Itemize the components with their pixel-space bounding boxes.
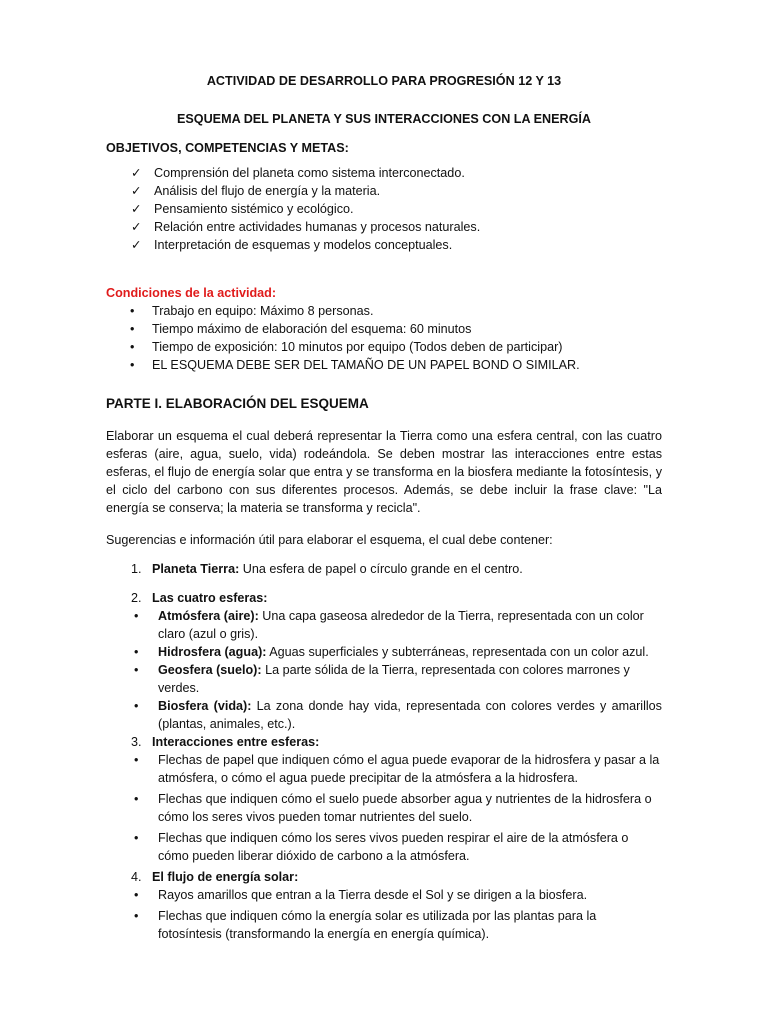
list-item: • Biosfera (vida): La zona donde hay vida, representada con colores verdes y amarillos (plantas, animales, etc.). [134,699,662,731]
spheres-list [106,607,662,733]
part1-paragraph: Elaborar un esquema el cual deberá representar la Tierra como una esfera central, con las cuatro esferas (aire, agua, suelo, vida) rodeándola. Se deben mostrar las interacciones entre estas esferas, el flujo de energía solar que entra y se transforma en la biosfera mediante la fotosíntesis, y el ciclo del carbono con sus diferentes procesos. Además, se debe incluir la frase clave: "La energía se conserva; la materia se transforma y recicla". [106,429,662,515]
list-item: • Tiempo máximo de elaboración del esquema: 60 minutos [130,322,472,336]
bullet-icon: • [134,831,139,845]
list-item: • Flechas que indiquen cómo los seres vivos pueden respirar el aire de la atmósfera o cómo pueden liberar dióxido de carbono a la atmósfera. [134,831,629,863]
checkmark-icon: ✓ [131,184,142,198]
document-subtitle: ESQUEMA DEL PLANETA Y SUS INTERACCIONES CON LA ENERGÍA [176,112,591,126]
interactions-list [106,751,662,865]
conditions-list [106,302,662,374]
list-item: • Geosfera (suelo): La parte sólida de la Tierra, representada con colores marrones y verdes. [134,663,630,695]
list-item: • Tiempo de exposición: 10 minutos por equipo (Todos deben de participar) [130,340,563,354]
bullet-icon: • [134,609,139,623]
list-item: ✓ Relación entre actividades humanas y procesos naturales. [131,220,481,234]
objectives-list [106,164,662,254]
list-item: • Trabajo en equipo: Máximo 8 personas. [130,304,374,318]
numbered-item-spheres: 2. Las cuatro esferas: [131,591,268,605]
list-item: • Flechas que indiquen cómo el suelo puede absorber agua y nutrientes de la hidrosfera o cómo los seres vivos pueden tomar nutrientes del suelo. [134,792,652,824]
list-item: • EL ESQUEMA DEBE SER DEL TAMAÑO DE UN PAPEL BOND O SIMILAR. [130,358,580,372]
list-item: • Hidrosfera (agua): Aguas superficiales y subterráneas, representada con un color azul. [134,645,649,659]
checkmark-icon: ✓ [131,220,142,234]
list-item: • Atmósfera (aire): Una capa gaseosa alrededor de la Tierra, representada con un color claro (azul o gris). [134,609,644,641]
list-item: • Rayos amarillos que entran a la Tierra desde el Sol y se dirigen a la biosfera. [134,888,588,902]
checkmark-icon: ✓ [131,166,142,180]
objectives-heading: OBJETIVOS, COMPETENCIAS Y METAS: [106,141,349,155]
bullet-icon: • [130,322,135,336]
bullet-icon: • [134,792,139,806]
bullet-icon: • [134,888,139,902]
list-item: ✓ Comprensión del planeta como sistema interconectado. [131,166,465,180]
bullet-icon: • [130,304,135,318]
bullet-icon: • [130,340,135,354]
document-title: ACTIVIDAD DE DESARROLLO PARA PROGRESIÓN 12 Y 13 [206,74,562,88]
checkmark-icon: ✓ [131,202,142,216]
bullet-icon: • [130,358,135,372]
conditions-heading: Condiciones de la actividad: [106,286,277,300]
part1-heading: PARTE I. ELABORACIÓN DEL ESQUEMA [106,396,369,411]
bullet-icon: • [134,663,139,677]
bullet-icon: • [134,645,139,659]
list-item: • Flechas que indiquen cómo la energía solar es utilizada por las plantas para la fotosíntesis (transformando la energía en energía química). [134,909,597,941]
bullet-icon: • [134,699,139,713]
suggestions-intro: Sugerencias e información útil para elaborar el esquema, el cual debe contener: [106,533,553,547]
numbered-item-interactions: 3. Interacciones entre esferas: [131,735,320,749]
list-item: ✓ Interpretación de esquemas y modelos conceptuales. [131,238,453,252]
solar-energy-list [106,886,662,943]
numbered-item-planet: 1. Planeta Tierra: Una esfera de papel o círculo grande en el centro. [131,562,523,576]
list-item: ✓ Pensamiento sistémico y ecológico. [131,202,354,216]
bullet-icon: • [134,753,139,767]
list-item: • Flechas de papel que indiquen cómo el agua puede evaporar de la hidrosfera y pasar a la atmósfera, o cómo el agua puede precipitar de la atmósfera a la hidrosfera. [134,753,660,785]
list-item: ✓ Análisis del flujo de energía y la materia. [131,184,381,198]
bullet-icon: • [134,909,139,923]
checkmark-icon: ✓ [131,238,142,252]
numbered-item-solar-energy: 4. El flujo de energía solar: [131,870,299,884]
